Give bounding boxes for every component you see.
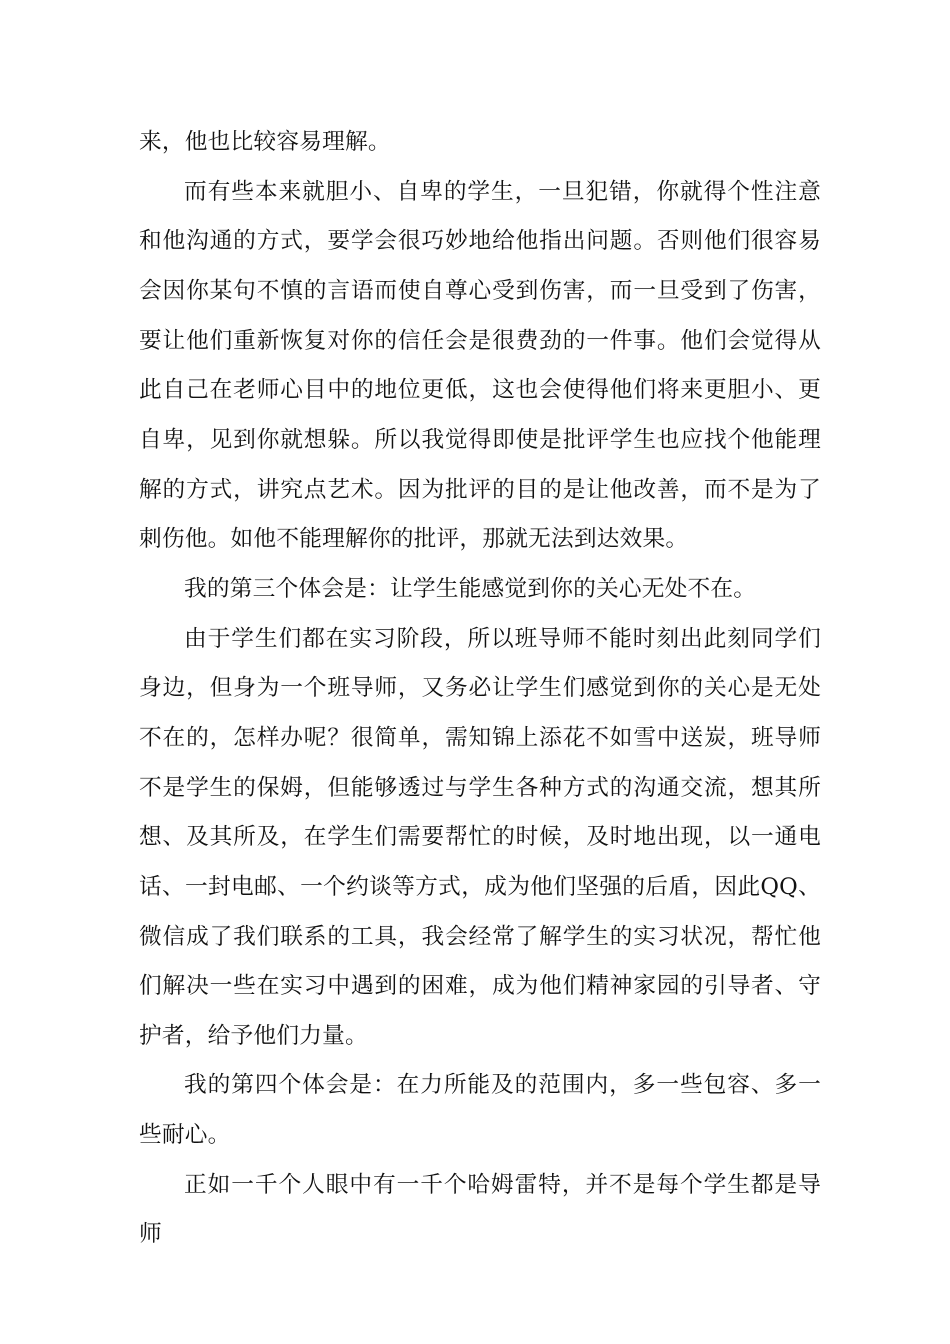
paragraph: 我的第三个体会是：让学生能感觉到你的关心无处不在。 (184, 575, 757, 602)
paragraph: 我的第四个体会是：在力所能及的范围内，多一些包容、多一些耐心。 (139, 1072, 821, 1149)
paragraph: 正如一千个人眼中有一千个哈姆雷特，并不是每个学生都是导师 (139, 1171, 821, 1248)
paragraph: 来，他也比较容易理解。 (139, 129, 391, 155)
paragraph: 而有些本来就胆小、自卑的学生，一旦犯错，你就得个性注意和他沟通的方式，要学会很巧妙地给他指出问题。否则他们很容易会因你某句不慎的言语而使自尊心受到伤害，而一旦受到了伤害，要让他们重新恢复对你的信任会是很费劲的一件事。他们会觉得从此自己在老师心目中的地位更低，这也会使得他们将来更胆小、更自卑，见到你就想躲。所以我觉得即使是批评学生也应找个他能理解的方式，讲究点艺术。因为批评的目的是让他改善，而不是为了刺伤他。如他不能理解你的批评，那就无法到达效果。 (139, 178, 821, 553)
document-body (139, 118, 821, 1260)
paragraph: 由于学生们都在实习阶段，所以班导师不能时刻出此刻同学们身边，但身为一个班导师，又务必让学生们感觉到你的关心是无处不在的，怎样办呢？很简单，需知锦上添花不如雪中送炭，班导师不是学生的保姆，但能够透过与学生各种方式的沟通交流，想其所想、及其所及，在学生们需要帮忙的时候，及时地出现，以一通电话、一封电邮、一个约谈等方式，成为他们坚强的后盾，因此QQ、微信成了我们联系的工具，我会经常了解学生的实习状况，帮忙他们解决一些在实习中遇到的困难，成为他们精神家园的引导者、守护者，给予他们力量。 (139, 625, 821, 1049)
